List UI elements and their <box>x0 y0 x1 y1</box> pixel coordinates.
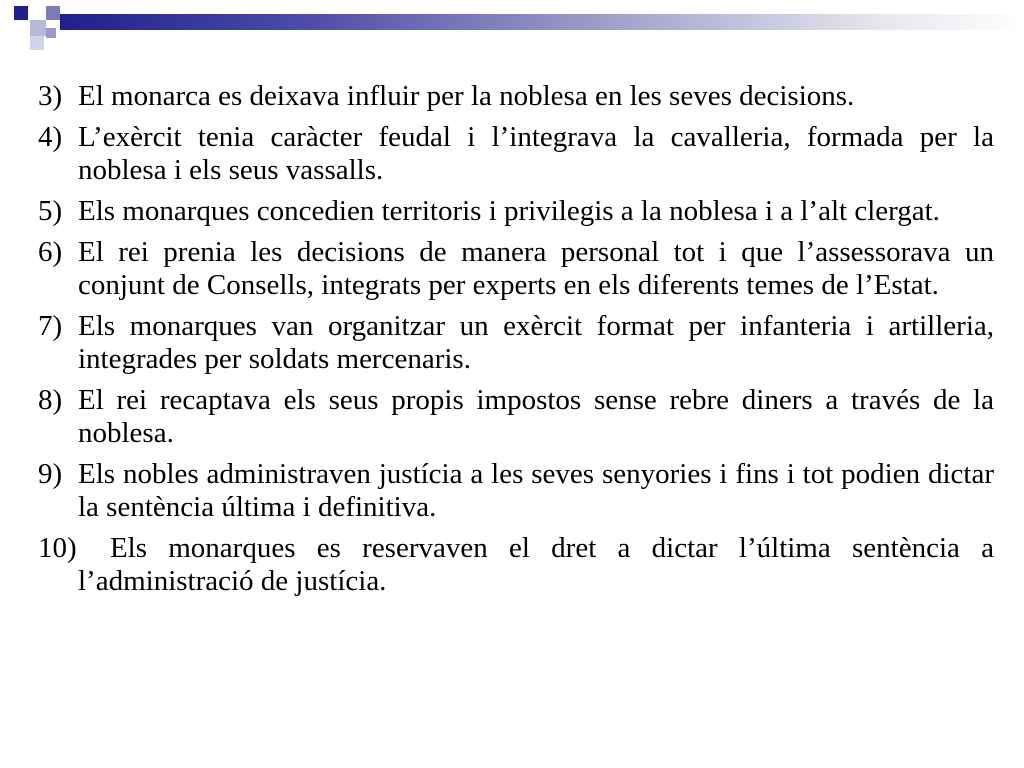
list-item <box>38 236 994 302</box>
deco-square-pale <box>30 36 44 50</box>
item-text: El monarca es deixava influir per la noblesa en les seves decisions. <box>78 80 855 112</box>
item-text: El rei recaptava els seus propis impostos sense rebre diners a través de la noblesa. <box>78 384 994 449</box>
item-text: Els monarques es reservaven el dret a dictar l’última sentència a l’administració de justícia. <box>78 532 994 597</box>
item-number: 4) <box>38 121 63 153</box>
list-item <box>38 532 994 598</box>
header-decoration <box>0 0 70 60</box>
list-item <box>38 458 994 524</box>
item-number: 7) <box>38 310 63 342</box>
item-text: L’exèrcit tenia caràcter feudal i l’integrava la cavalleria, formada per la noblesa i els seus vassalls. <box>78 121 994 186</box>
deco-square-small <box>46 28 56 38</box>
item-text: El rei prenia les decisions de manera personal tot i que l’assessorava un conjunt de Consells, integrats per experts en els diferents temes de l’Estat. <box>78 236 994 301</box>
list-item <box>38 121 994 187</box>
item-number: 8) <box>38 384 63 416</box>
header-gradient-bar <box>60 14 1024 30</box>
item-text: Els monarques van organitzar un exèrcit format per infanteria i artilleria, integrades per soldats mercenaris. <box>78 310 994 375</box>
list-item <box>38 195 994 228</box>
item-text: Els nobles administraven justícia a les seves senyories i fins i tot podien dictar la sentència última i definitiva. <box>78 458 994 523</box>
item-number: 3) <box>38 80 63 112</box>
slide-body <box>38 80 994 606</box>
list-item <box>38 384 994 450</box>
item-number: 5) <box>38 195 63 227</box>
list-item <box>38 80 994 113</box>
item-number: 6) <box>38 236 63 268</box>
item-text: Els monarques concedien territoris i privilegis a la noblesa i a l’alt clergat. <box>78 195 940 227</box>
item-number: 10) <box>38 532 77 564</box>
item-number: 9) <box>38 458 63 490</box>
deco-square-dark <box>14 6 28 20</box>
list-item <box>38 310 994 376</box>
deco-square-mid <box>46 6 60 20</box>
deco-square-light <box>30 20 46 36</box>
